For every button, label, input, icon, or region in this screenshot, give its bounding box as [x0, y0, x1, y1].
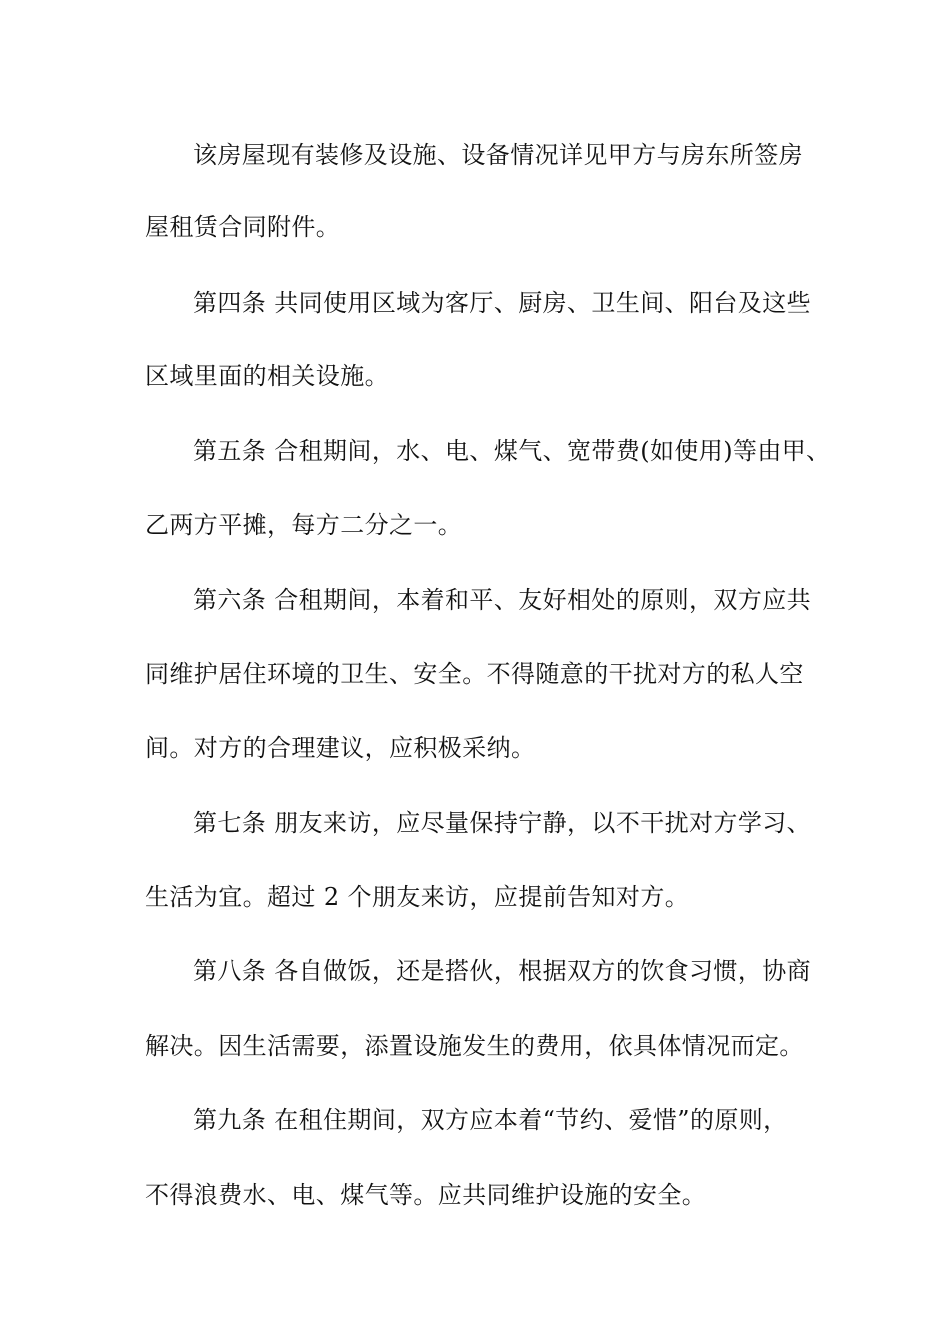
- article-9-line: 第九条 在租住期间，双方应本着“节约、爱惜”的原则，: [193, 1106, 788, 1134]
- article-6-line: 第六条 合租期间，本着和平、友好相处的原则，双方应共: [193, 586, 812, 614]
- paragraph-line: 区域里面的相关设施。: [145, 362, 389, 390]
- paragraph-line: 乙两方平摊，每方二分之一。: [145, 511, 463, 539]
- article-7-line: 第七条 朋友来访，应尽量保持宁静，以不干扰对方学习、: [193, 809, 812, 837]
- article-4-line: 第四条 共同使用区域为客厅、厨房、卫生间、阳台及这些: [193, 289, 812, 317]
- paragraph-line: 不得浪费水、电、煤气等。应共同维护设施的安全。: [145, 1181, 707, 1209]
- paragraph-line: 屋租赁合同附件。: [145, 213, 341, 241]
- paragraph-line: 解决。因生活需要，添置设施发生的费用，依具体情况而定。: [145, 1032, 804, 1060]
- paragraph-line: 同维护居住环境的卫生、安全。不得随意的干扰对方的私人空: [145, 660, 804, 688]
- paragraph-line: 生活为宜。超过 2 个朋友来访，应提前告知对方。: [145, 883, 690, 911]
- article-8-line: 第八条 各自做饭，还是搭伙，根据双方的饮食习惯，协商: [193, 957, 812, 985]
- paragraph-line: 该房屋现有装修及设施、设备情况详见甲方与房东所签房: [193, 141, 803, 169]
- paragraph-line: 间。对方的合理建议，应积极采纳。: [145, 734, 536, 762]
- article-5-line: 第五条 合租期间，水、电、煤气、宽带费(如使用)等由甲、: [193, 437, 831, 465]
